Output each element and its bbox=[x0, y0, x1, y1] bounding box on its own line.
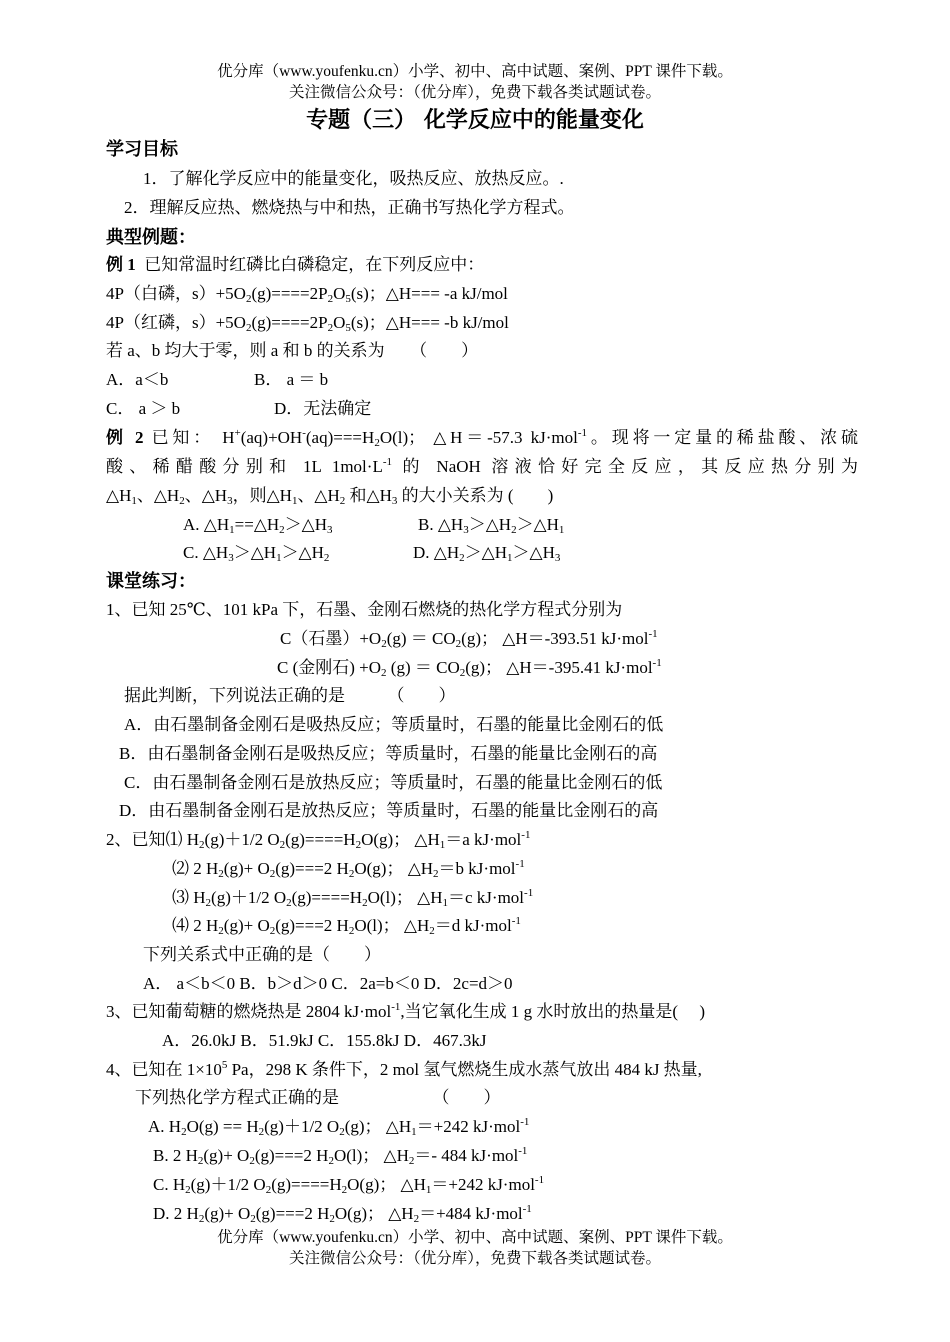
question-2-line-2: ⑵ 2 $H_2(g)+ O_2(g)===2$ $H_2O(g)$； $\triangle H_2=b$ kJ·mol$^{-1}$ bbox=[172, 858, 525, 880]
examples-heading: 典型例题： bbox=[106, 227, 196, 248]
example-label: 例 1 bbox=[106, 255, 136, 274]
option-b: B．由石墨制备金刚石是吸热反应；等质量时，石墨的能量比金刚石的高 bbox=[119, 744, 658, 763]
example-1-text: 已知常温时红磷比白磷稳定，在下列反应中： bbox=[144, 255, 485, 274]
option-c: C. $\triangle H_3>\triangle H_1>\triangle H_2$ bbox=[183, 543, 330, 564]
question-1-equation-1: C（石墨）$+O_2(g) = CO_2(g)$； △H＝-393.51 kJ·mol$^{-1}$ bbox=[280, 628, 658, 650]
objective-item: 1．了解化学反应中的能量变化，吸热反应、放热反应。. bbox=[143, 169, 564, 188]
footer-line-2: 关注微信公众号：（优分库），免费下载各类试题试卷。 bbox=[288, 1250, 661, 1267]
question-1-equation-2: C (金刚石) $+O_2$ $(g) = CO_2(g)$； △H＝-395.41 kJ·mol$^{-1}$ bbox=[277, 657, 662, 679]
option-c: C．由石墨制备金刚石是放热反应；等质量时，石墨的能量比金刚石的低 bbox=[124, 773, 663, 792]
question-3-options: A．26.0kJ B．51.9kJ C．155.8kJ D．467.3kJ bbox=[162, 1031, 487, 1050]
example-1-stem bbox=[106, 254, 484, 276]
example-2-line-3: $\triangle H_1$、$\triangle H_2$、$\triangle H_3$，则$\triangle H_1$、$\triangle H_2$ 和$\triangle H_3$ 的大小关系为 ( ) bbox=[106, 486, 554, 507]
example-1-equation-2: 4P（红磷，$s)+5O_2(g)====2P_2O_5(s)$；△H=== -b kJ/mol bbox=[106, 313, 509, 334]
objective-item: 2．理解反应热、燃烧热与中和热，正确书写热化学方程式。 bbox=[124, 198, 575, 217]
question-1-stem: 1、已知 25℃、101 kPa 下，石墨、金刚石燃烧的热化学方程式分别为 bbox=[106, 600, 623, 619]
question-4-ask: 下列热化学方程式正确的是 （ ） bbox=[135, 1088, 501, 1107]
option-a: A. $\triangle H_1==\triangle H_2>\triangle H_3$ bbox=[183, 515, 333, 536]
option-c: C. $H_2(g)+1/2$ $O_2(g)====H_2O(g)$； $\triangle H_1=+242$ kJ·mol$^{-1}$ bbox=[153, 1174, 545, 1196]
page-title: 专题（三） 化学反应中的能量变化 bbox=[306, 108, 644, 133]
option-c: C． a ＞ b bbox=[106, 399, 181, 418]
question-2-line-3: ⑶ $H_2(g)+1/2$ $O_2(g)====H_2O(l)$； $\triangle H_1=c$ kJ·mol$^{-1}$ bbox=[172, 887, 534, 909]
question-3-stem: 3、已知葡萄糖的燃烧热是 2804 kJ·mol$^{-1}$,当它氧化生成 1 g 水时放出的热量是( ) bbox=[106, 1001, 705, 1021]
objectives-heading: 学习目标 bbox=[106, 139, 178, 160]
option-b: B. 2 $H_2(g)+ O_2(g)===2$ $H_2O(l)$； $\triangle H_2=-$ 484 kJ·mol$^{-1}$ bbox=[153, 1145, 528, 1167]
question-2-line-1: 2、已知⑴ $H_2(g)+1/2$ $O_2(g)====H_2O(g)$； $\triangle H_1=a$ kJ·mol$^{-1}$ bbox=[106, 829, 531, 851]
example-1-equation-1: 4P（白磷，$s)+5O_2(g)====2P_2O_5(s)$；△H=== -a kJ/mol bbox=[106, 284, 508, 305]
question-2-ask: 下列关系式中正确的是（ ） bbox=[143, 945, 381, 964]
example-2-line-1: 例 2 已知： $H^+(aq)+OH^-(aq)===H_2O(l)$； △H＝-57.3 kJ·mol$^{-1}$。现将一定量的稀盐酸、浓硫 bbox=[106, 427, 859, 449]
example-2-line-2: 酸、稀醋酸分别和 1L $1mol\cdot L^{-1}$ 的 NaOH 溶液恰好完全反应，其反应热分别为 bbox=[106, 456, 858, 476]
header-line-1: 优分库（www.youfenku.cn）小学、初中、高中试题、案例、PPT 课件下载。 bbox=[217, 63, 733, 80]
question-2-line-4: ⑷ 2 $H_2(g)+ O_2(g)===2$ $H_2O(l)$； $\triangle H_2=d$ kJ·mol$^{-1}$ bbox=[172, 915, 521, 937]
practice-heading: 课堂练习： bbox=[106, 571, 196, 592]
example-label: 例 2 bbox=[106, 428, 144, 447]
option-b: B. $\triangle H_3>\triangle H_2>\triangle H_1$ bbox=[418, 515, 565, 536]
question-1-ask: 据此判断，下列说法正确的是 （ ） bbox=[124, 686, 456, 705]
example-1-question: 若 a、b 均大于零，则 a 和 b 的关系为 （ ） bbox=[106, 341, 479, 360]
option-d: D．由石墨制备金刚石是放热反应；等质量时，石墨的能量比金刚石的高 bbox=[119, 801, 659, 820]
option-d: D. 2 $H_2(g)+ O_2(g)===2$ $H_2O(g)$； $\triangle H_2=+484$ kJ·mol$^{-1}$ bbox=[153, 1203, 532, 1225]
option-d: D. $\triangle H_2>\triangle H_1>\triangle H_3$ bbox=[413, 543, 561, 564]
question-2-options: A． a＜b＜0 B．b＞d＞0 C．2a=b＜0 D．2c=d＞0 bbox=[143, 974, 513, 993]
option-b: B． a ＝ b bbox=[254, 370, 329, 389]
option-a: A．由石墨制备金刚石是吸热反应；等质量时，石墨的能量比金刚石的低 bbox=[124, 715, 664, 734]
option-d: D．无法确定 bbox=[274, 399, 372, 418]
option-a: A. $H_2O(g) == H_2(g)+1/2$ $O_2(g)$； $\triangle H_1=+242$ kJ·mol$^{-1}$ bbox=[148, 1116, 530, 1138]
question-4-stem: 4、已知在 $1\times 10^5$ Pa，298 K 条件下，2 mol 氢气燃烧生成水蒸气放出 484 kJ 热量, bbox=[106, 1059, 702, 1079]
header-line-2: 关注微信公众号：（优分库），免费下载各类试题试卷。 bbox=[288, 84, 661, 101]
footer-line-1: 优分库（www.youfenku.cn）小学、初中、高中试题、案例、PPT 课件下载。 bbox=[217, 1229, 733, 1246]
option-a: A．a＜b bbox=[106, 370, 169, 389]
